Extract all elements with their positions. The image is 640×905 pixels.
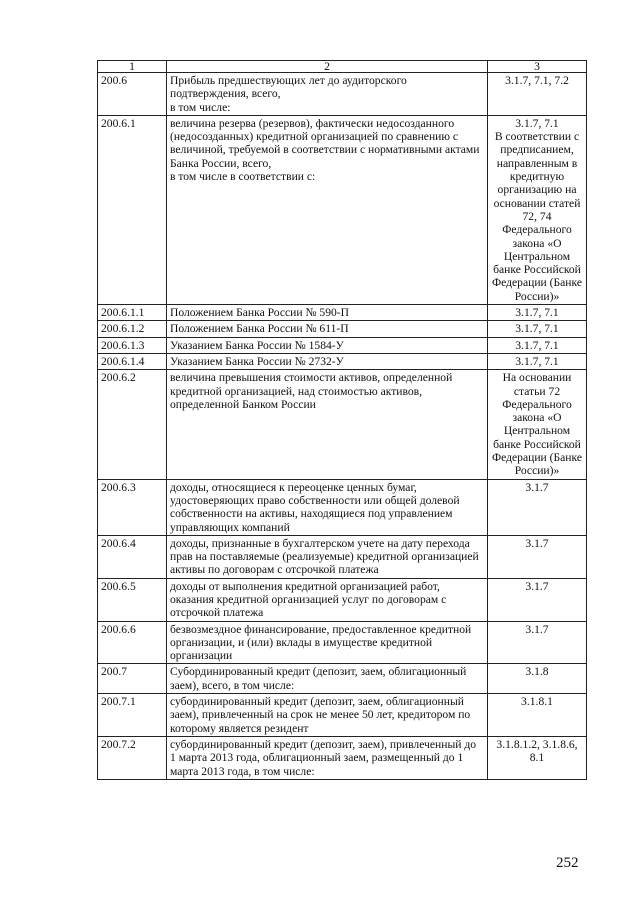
table-row — [98, 664, 587, 694]
table-row — [98, 535, 587, 578]
row-reference: 3.1.7, 7.1 — [488, 305, 587, 321]
table-row — [98, 321, 587, 337]
row-reference: На основании статьи 72 Федерального закона «О Центральном банке Российской Федерации (Банке России)» — [488, 370, 587, 479]
page-number: 252 — [556, 855, 579, 871]
table-row — [98, 115, 587, 304]
row-description: субординированный кредит (депозит, заем), привлеченный до 1 марта 2013 года, облигационный заем, размещенный до 1 марта 2013 года, в том числе: — [167, 736, 488, 779]
row-description: Положением Банка России № 590-П — [167, 305, 488, 321]
row-description: Прибыль предшествующих лет до аудиторского подтверждения, всего, в том числе: — [167, 73, 488, 116]
row-description: величина превышения стоимости активов, определенной кредитной организацией, над стоимостью активов, определенной Банком России — [167, 370, 488, 479]
column-header-1: 1 — [98, 61, 167, 73]
row-description: доходы, относящиеся к переоценке ценных бумаг, удостоверяющих право собственности или общей долевой собственности на активы, находящиеся под управлением управляющих компаний — [167, 479, 488, 535]
table-header-row — [98, 61, 587, 73]
row-description: субординированный кредит (депозит, заем, облигационный заем), привлеченный на срок не менее 50 лет, кредитором по которому является резидент — [167, 694, 488, 737]
row-code: 200.7.1 — [98, 694, 167, 737]
row-code: 200.6.6 — [98, 621, 167, 664]
row-reference: 3.1.7, 7.1 — [488, 353, 587, 369]
row-reference: 3.1.7, 7.1 В соответствии с предписанием, направленным в кредитную организацию на основании статей 72, 74 Федерального закона «О Центральном банке Российской Федерации (Банке России)» — [488, 115, 587, 304]
row-reference: 3.1.7 — [488, 578, 587, 621]
row-reference: 3.1.7 — [488, 535, 587, 578]
row-description: доходы от выполнения кредитной организацией работ, оказания кредитной организацией услуг по договорам с отсрочкой платежа — [167, 578, 488, 621]
table-row — [98, 578, 587, 621]
row-code: 200.6.1.4 — [98, 353, 167, 369]
row-reference: 3.1.7, 7.1, 7.2 — [488, 73, 587, 116]
row-description: Субординированный кредит (депозит, заем, облигационный заем), всего, в том числе: — [167, 664, 488, 694]
reporting-table — [97, 60, 587, 780]
table-body — [98, 73, 587, 780]
table-row — [98, 370, 587, 479]
row-description: Положением Банка России № 611-П — [167, 321, 488, 337]
row-reference: 3.1.7 — [488, 479, 587, 535]
row-code: 200.6.4 — [98, 535, 167, 578]
table-row — [98, 337, 587, 353]
row-description: доходы, признанные в бухгалтерском учете на дату перехода прав на поставляемые (реализуемые) кредитной организацией активы по договорам с отсрочкой платежа — [167, 535, 488, 578]
table-row — [98, 479, 587, 535]
column-header-2: 2 — [167, 61, 488, 73]
row-code: 200.6.1.2 — [98, 321, 167, 337]
table-row — [98, 305, 587, 321]
table-row — [98, 73, 587, 116]
row-code: 200.6.2 — [98, 370, 167, 479]
row-code: 200.6.3 — [98, 479, 167, 535]
row-description: величина резерва (резервов), фактически недосозданного (недосозданных) кредитной организацией по сравнению с величиной, требуемой в соответствии с нормативными актами Банка России, всего, в том числе в соответствии с: — [167, 115, 488, 304]
row-reference: 3.1.7, 7.1 — [488, 337, 587, 353]
row-reference: 3.1.7 — [488, 621, 587, 664]
row-code: 200.6.1 — [98, 115, 167, 304]
row-code: 200.6 — [98, 73, 167, 116]
row-reference: 3.1.8 — [488, 664, 587, 694]
row-reference: 3.1.8.1.2, 3.1.8.6, 8.1 — [488, 736, 587, 779]
table-row — [98, 694, 587, 737]
row-code: 200.7 — [98, 664, 167, 694]
column-header-3: 3 — [488, 61, 587, 73]
row-description: безвозмездное финансирование, предоставленное кредитной организации, и (или) вклады в имуществе кредитной организации — [167, 621, 488, 664]
table-row — [98, 353, 587, 369]
row-code: 200.6.1.1 — [98, 305, 167, 321]
row-code: 200.6.5 — [98, 578, 167, 621]
row-code: 200.6.1.3 — [98, 337, 167, 353]
row-reference: 3.1.8.1 — [488, 694, 587, 737]
row-reference: 3.1.7, 7.1 — [488, 321, 587, 337]
table-row — [98, 621, 587, 664]
row-code: 200.7.2 — [98, 736, 167, 779]
row-description: Указанием Банка России № 1584-У — [167, 337, 488, 353]
row-description: Указанием Банка России № 2732-У — [167, 353, 488, 369]
table-row — [98, 736, 587, 779]
